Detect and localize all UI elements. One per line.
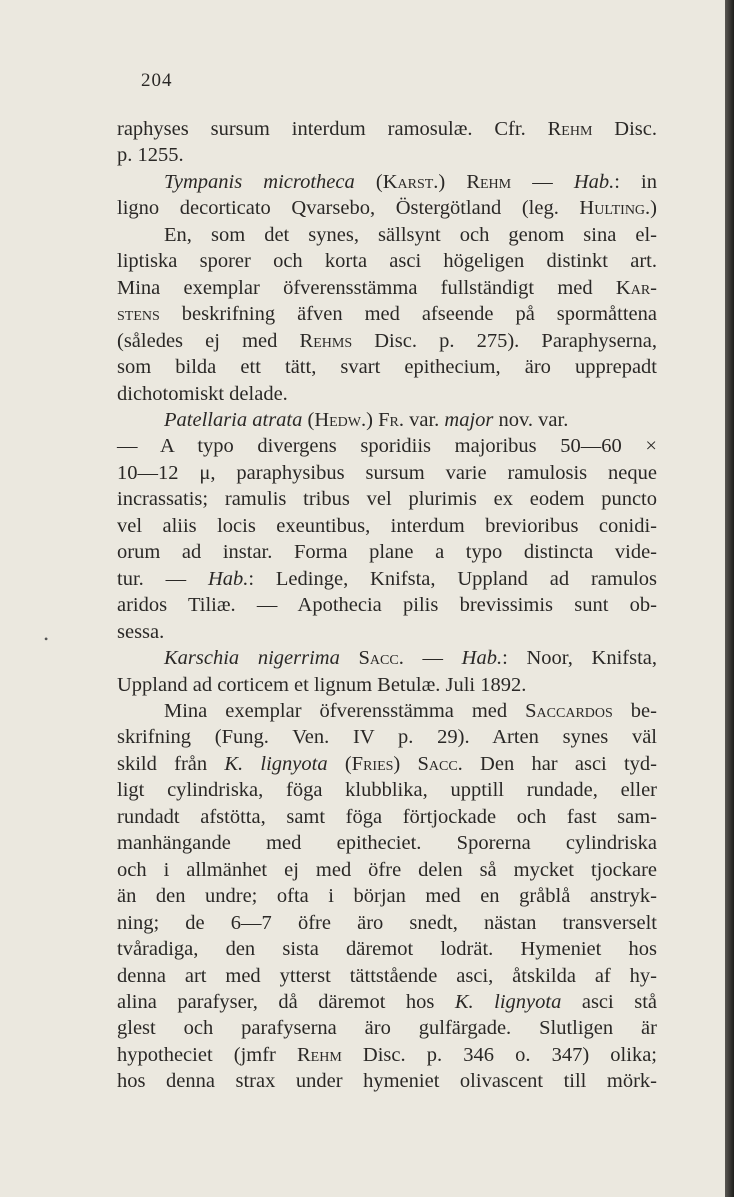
italic-text: Tympanis microtheca xyxy=(164,170,355,193)
text-segment: ligt cylindriska, föga klubblika, upptill rundade, eller xyxy=(117,779,657,802)
text-segment: rundadt afstötta, samt föga förtjockade och fast sam- xyxy=(117,805,657,828)
text-segment: Mina exemplar öfverensstämma med xyxy=(164,699,526,722)
small-caps-name: Karst. xyxy=(382,170,439,193)
italic-text: Karschia nigerrima xyxy=(164,647,340,670)
text-segment: hos denna strax under hymeniet olivascent till mörk- xyxy=(117,1070,657,1093)
text-line xyxy=(117,195,657,221)
text-line xyxy=(117,301,657,327)
text-line xyxy=(117,513,657,539)
text-segment: be- xyxy=(612,699,657,722)
text-line xyxy=(117,672,657,698)
text-segment: ) xyxy=(650,197,657,220)
text-line xyxy=(117,963,657,989)
text-line xyxy=(117,804,657,830)
text-line xyxy=(117,142,657,168)
italic-text: Hab. xyxy=(573,170,615,193)
text-segment: asci stå xyxy=(561,990,657,1013)
text-line xyxy=(117,566,657,592)
text-segment: raphyses sursum interdum ramosulæ. Cfr. xyxy=(117,118,548,140)
text-segment: skild från xyxy=(117,752,225,775)
text-segment: tvåradiga, den sista däremot lodrät. Hymeniet hos xyxy=(117,938,657,961)
body-text xyxy=(117,116,657,1095)
text-line xyxy=(117,328,657,354)
text-line xyxy=(117,910,657,936)
text-segment: 10—12 μ, paraphysibus sursum varie ramulosis neque xyxy=(117,461,657,484)
small-caps-name: Rehm xyxy=(547,118,593,140)
italic-text: K. lignyota xyxy=(454,990,562,1013)
text-segment: — xyxy=(511,170,574,193)
text-segment: tur. — xyxy=(117,567,208,590)
text-segment: ) xyxy=(366,408,379,431)
text-line xyxy=(117,222,657,248)
text-line xyxy=(117,1015,657,1041)
text-segment: Disc. xyxy=(592,118,658,140)
text-segment: sessa. xyxy=(117,620,165,643)
text-segment: ligno decorticato Qvarsebo, Östergötland (leg. xyxy=(117,197,580,220)
text-line xyxy=(117,354,657,380)
text-line xyxy=(117,407,657,433)
text-line xyxy=(117,169,657,195)
text-segment: än den undre; ofta i början med en gråblå anstryk- xyxy=(117,885,657,908)
text-segment: ) xyxy=(393,752,418,775)
italic-text: Patellaria atrata xyxy=(164,408,303,431)
text-segment: Den har asci tyd- xyxy=(462,752,658,775)
text-segment: Mina exemplar öfverensstämma fullständigt med xyxy=(117,276,616,299)
small-caps-name: stens xyxy=(117,303,160,326)
text-segment: ning; de 6—7 öfre äro snedt, nästan transverselt xyxy=(117,911,657,934)
text-line xyxy=(117,857,657,883)
italic-text: K. lignyota xyxy=(224,752,328,775)
page-edge-shadow xyxy=(725,0,734,1197)
text-line xyxy=(117,989,657,1015)
text-segment: som bilda ett tätt, svart epithecium, äro upprepadt xyxy=(117,356,657,379)
text-line xyxy=(117,381,657,407)
page-number: 204 xyxy=(141,70,173,91)
text-line xyxy=(117,1068,657,1094)
text-segment: beskrifning äfven med afseende på spormåttena xyxy=(159,303,657,326)
text-line xyxy=(117,539,657,565)
text-segment: ( xyxy=(327,752,352,775)
text-segment: manhängande med epitheciet. Sporerna cylindriska xyxy=(117,832,657,855)
text-line xyxy=(117,619,657,645)
italic-text: major xyxy=(444,408,494,431)
text-segment: Disc. p. 275). Paraphyserna, xyxy=(352,329,657,352)
text-segment: vel aliis locis exeuntibus, interdum brevioribus conidi- xyxy=(117,514,657,537)
text-line xyxy=(117,830,657,856)
text-segment: dichotomiskt delade. xyxy=(117,382,288,405)
text-line xyxy=(117,486,657,512)
text-segment xyxy=(340,647,359,669)
text-line xyxy=(117,460,657,486)
small-caps-name: Rehms xyxy=(299,329,353,352)
text-segment: (således ej med xyxy=(117,329,300,352)
text-line xyxy=(117,1042,657,1068)
small-caps-name: Saccardos xyxy=(525,699,613,722)
text-line xyxy=(117,645,657,671)
small-caps-name: Hulting. xyxy=(579,197,651,220)
small-caps-name: Fries xyxy=(351,752,394,775)
text-line xyxy=(117,777,657,803)
text-segment: : Ledinge, Knifsta, Uppland ad ramulos xyxy=(248,567,657,590)
text-segment: liptiska sporer och korta asci högeligen distinkt art. xyxy=(117,250,657,273)
small-caps-name: Rehm xyxy=(466,170,512,193)
small-caps-name: Rehm xyxy=(297,1043,342,1066)
text-segment: : in xyxy=(614,170,657,193)
text-line xyxy=(117,698,657,724)
text-line xyxy=(117,248,657,274)
text-segment: Disc. p. 346 o. 347) olika; xyxy=(341,1043,657,1066)
small-caps-name: Sacc. xyxy=(358,647,404,670)
small-caps-name: Sacc. xyxy=(417,752,463,775)
text-segment: incrassatis; ramulis tribus vel plurimis ex eodem puncto xyxy=(117,488,657,511)
text-segment: — A typo divergens sporidiis majoribus 50—60 × xyxy=(117,435,657,458)
text-segment: orum ad instar. Forma plane a typo distincta vide- xyxy=(117,541,657,564)
text-segment: var. xyxy=(403,408,445,431)
small-caps-name: Hedw. xyxy=(314,408,367,431)
text-segment: och i allmänhet ej med öfre delen så mycket tjockare xyxy=(117,858,657,881)
text-segment: Uppland ad corticem et lignum Betulæ. Juli 1892. xyxy=(117,673,527,696)
text-line xyxy=(117,883,657,909)
text-line xyxy=(117,116,657,142)
text-segment: glest och parafyserna äro gulfärgade. Slutligen är xyxy=(117,1017,657,1040)
text-segment: ) xyxy=(438,170,467,193)
text-line xyxy=(117,275,657,301)
text-segment: ( xyxy=(302,408,315,431)
text-line xyxy=(117,936,657,962)
text-line xyxy=(117,751,657,777)
text-segment: — xyxy=(403,647,462,670)
text-segment: hypotheciet (jmfr xyxy=(117,1043,297,1066)
italic-text: Hab. xyxy=(207,567,249,590)
small-caps-name: Kar- xyxy=(615,276,657,299)
text-line xyxy=(117,724,657,750)
text-segment: skrifning (Fung. Ven. IV p. 29). Arten synes väl xyxy=(117,726,657,749)
text-segment: En, som det synes, sällsynt och genom sina el- xyxy=(164,223,657,246)
italic-text: Hab. xyxy=(461,647,503,670)
text-segment: p. 1255. xyxy=(117,144,184,167)
text-segment: denna art med ytterst tättstående asci, åtskilda af hy- xyxy=(117,964,657,987)
text-segment: ( xyxy=(354,170,383,193)
text-line xyxy=(117,433,657,459)
text-segment: aridos Tiliæ. — Apothecia pilis brevissimis sunt ob- xyxy=(117,594,657,617)
text-segment: alina parafyser, då däremot hos xyxy=(117,990,455,1013)
text-segment: nov. var. xyxy=(493,408,569,431)
text-segment: : Noor, Knifsta, xyxy=(502,647,658,670)
text-line xyxy=(117,592,657,618)
small-caps-name: Fr. xyxy=(378,408,404,431)
margin-mark: • xyxy=(44,632,49,646)
